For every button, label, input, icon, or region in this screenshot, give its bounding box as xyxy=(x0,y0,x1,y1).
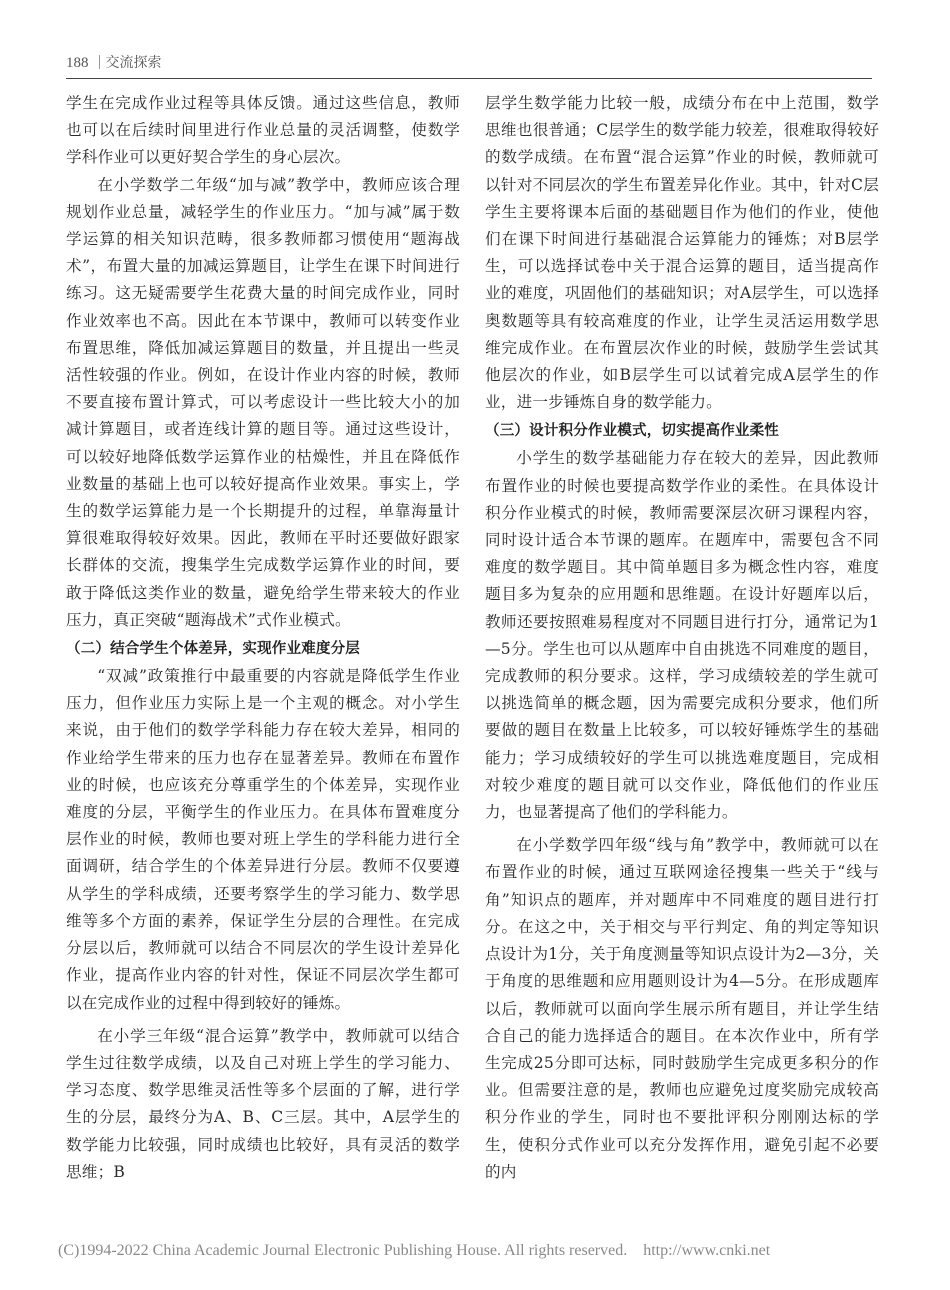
right-column xyxy=(485,90,879,1186)
paragraph: “双减”政策推行中最重要的内容就是降低学生作业压力，但作业压力实际上是一个主观的概念。对小学生来说，由于他们的数学学科能力存在较大差异，相同的作业给学生带来的压力也存在显著差异。教师在布置作业的时候，也应该充分尊重学生的个体差异，实现作业难度的分层，平衡学生的作业压力。在具体布置难度分层作业的时候，教师也要对班上学生的学科能力进行全面调研，结合学生的个体差异进行分层。教师不仅要遵从学生的学科成绩，还要考察学生的学习能力、数学思维等多个方面的素养，保证学生分层的合理性。在完成分层以后，教师就可以结合不同层次的学生设计差异化作业，提高作业内容的针对性，保证不同层次学生都可以在完成作业的过程中得到较好的锤炼。 xyxy=(66,667,460,1012)
section-heading: （二）结合学生个体差异，实现作业难度分层 xyxy=(66,641,360,658)
copyright-footer xyxy=(58,1242,770,1260)
paragraph: 小学生的数学基础能力存在较大的差异，因此教师布置作业的时候也要提高数学作业的柔性。在具体设计积分作业模式的时候，教师需要深层次研习课程内容，同时设计适合本节课的题库。在题库中，需要包含不同难度的数学题目。其中简单题目多为概念性内容，难度题目多为复杂的应用题和思维题。在设计好题库以后，教师还要按照难易程度对不同题目进行打分，通常记为1—5分。学生也可以从题库中自由挑选不同难度的题目，完成教师的积分要求。这样，学习成绩较差的学生就可以挑选简单的概念题，因为需要完成积分要求，他们所要做的题目在数量上比较多，可以较好锤炼学生的基础能力；学习成绩较好的学生可以挑选难度题目，完成相对较少难度的题目就可以交作业，降低他们的作业压力，也显著提高了他们的学科能力。 xyxy=(485,449,879,822)
paragraph: 层学生数学能力比较一般，成绩分布在中上范围，数学思维也很普通；C层学生的数学能力较差，很难取得较好的数学成绩。在布置“混合运算”作业的时候，教师就可以针对不同层次的学生布置差异化作业。其中，针对C层学生主要将课本后面的基础题目作为他们的作业，使他们在课下时间进行基础混合运算能力的锤炼；对B层学生，可以选择试卷中关于混合运算的题目，适当提高作业的难度，巩固他们的基础知识；对A层学生，可以选择奥数题等具有较高难度的作业，让学生灵活运用数学思维完成作业。在布置层次作业的时候，鼓励学生尝试其他层次的作业，如B层学生可以试着完成A层学生的作业，进一步锤炼自身的数学能力。 xyxy=(485,94,879,412)
paragraph: 在小学数学二年级“加与减”教学中，教师应该合理规划作业总量，减轻学生的作业压力。“加与减”属于数学运算的相关知识范畴，很多教师都习惯使用“题海战术”，布置大量的加减运算题目，让学生在课下时间进行练习。这无疑需要学生花费大量的时间完成作业，同时作业效率也不高。因此在本节课中，教师可以转变作业布置思维，降低加减运算题目的数量，并且提出一些灵活性较强的作业。例如，在设计作业内容的时候，教师不要直接布置计算式，可以考虑设计一些比较大小的加减计算题目，或者连线计算的题目等。通过这些设计，可以较好地降低数学运算作业的枯燥性，并且在降低作业数量的基础上也可以较好提高作业效果。事实上，学生的数学运算能力是一个长期提升的过程，单靠海量计算很难取得较好效果。因此，教师在平时还要做好跟家长群体的交流，搜集学生完成数学运算作业的时间，要敢于降低这类作业的数量，避免给学生带来较大的作业压力，真正突破“题海战术”式作业模式。 xyxy=(66,175,460,629)
page-number: 188 xyxy=(66,55,89,71)
running-header xyxy=(66,52,872,76)
section-heading: （三）设计积分作业模式，切实提高作业柔性 xyxy=(485,423,779,440)
copyright-text: (C)1994-2022 China Academic Journal Electronic Publishing House. All rights reserved. xyxy=(58,1242,628,1259)
header-divider xyxy=(99,55,100,69)
paragraph: 在小学数学四年级“线与角”教学中，教师就可以在布置作业的时候，通过互联网途径搜集一些关于“线与角”知识点的题库，并对题库中不同难度的题目进行打分。在这之中，关于相交与平行判定、角的判定等知识点设计为1分，关于角度测量等知识点设计为2—3分，关于角度的思维题和应用题则设计为4—5分。在形成题库以后，教师就可以面向学生展示所有题目，并让学生结合自己的能力选择适合的题目。在本次作业中，所有学生完成25分即可达标，同时鼓励学生完成更多积分的作业。但需要注意的是，教师也应避免过度奖励完成较高积分作业的学生，同时也不要批评积分刚刚达标的学生，使积分式作业可以充分发挥作用，避免引起不必要的内 xyxy=(485,836,879,1181)
section-title: 交流探索 xyxy=(105,55,162,71)
paragraph: 在小学三年级“混合运算”教学中，教师就可以结合学生过往数学成绩，以及自己对班上学生的学习能力、学习态度、数学思维灵活性等多个层面的了解，进行学生的分层，最终分为A、B、C三层。其中，A层学生的数学能力比较强，同时成绩也比较好，具有灵活的数学思维；B xyxy=(66,1026,460,1181)
header-rule xyxy=(66,78,872,79)
left-column xyxy=(66,90,460,1186)
paragraph: 学生在完成作业过程等具体反馈。通过这些信息，教师也可以在后续时间里进行作业总量的灵活调整，使数学学科作业可以更好契合学生的身心层次。 xyxy=(66,94,460,167)
footer-url: http://www.cnki.net xyxy=(643,1242,771,1259)
